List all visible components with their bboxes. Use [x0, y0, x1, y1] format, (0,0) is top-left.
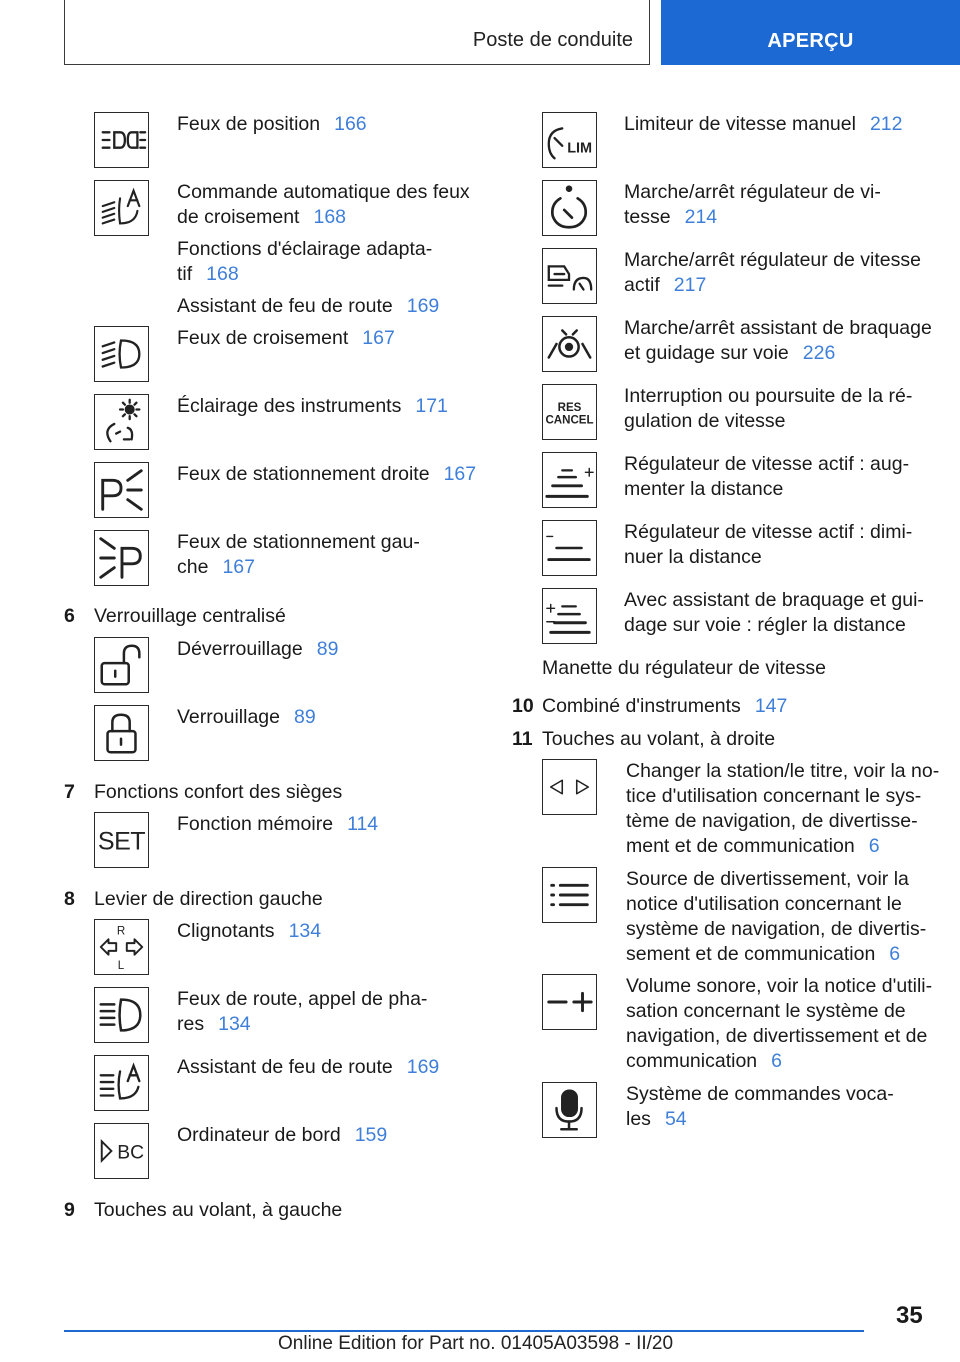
- item-label: menter la distance: [624, 478, 784, 500]
- item-label: che 167: [177, 556, 255, 578]
- page-link[interactable]: 166: [334, 113, 367, 135]
- parking-lights-icon: [94, 112, 149, 168]
- svg-text:LIM: LIM: [567, 140, 593, 157]
- item-label: gulation de vitesse: [624, 410, 786, 432]
- item-label: sement et de communication 6: [626, 943, 901, 965]
- section-title: Levier de direction gauche: [94, 888, 323, 910]
- distance-adjust-icon: [542, 588, 597, 644]
- item-label: Assistant de feu de route 169: [177, 1056, 440, 1078]
- speed-limiter-icon: [542, 112, 597, 168]
- page-link[interactable]: 169: [406, 1056, 440, 1078]
- item-label: Marche/arrêt assistant de braquage: [624, 317, 932, 339]
- item-label: Régulateur de vitesse actif : aug-: [624, 453, 910, 475]
- page-link[interactable]: 54: [664, 1108, 687, 1130]
- svg-text:RES: RES: [557, 402, 582, 415]
- svg-text:BC: BC: [117, 1142, 145, 1164]
- section-number: 10: [512, 695, 534, 717]
- section-number: 7: [64, 781, 75, 803]
- item-label: Feux de croisement 167: [177, 327, 395, 349]
- page-link[interactable]: 167: [443, 463, 477, 485]
- volume-icon: [542, 974, 597, 1030]
- section-title: Combiné d'instruments 147: [542, 695, 788, 717]
- auto-low-beam-icon: [94, 180, 149, 236]
- item-label: Fonction mémoire 114: [177, 813, 379, 835]
- item-label: Feux de position 166: [177, 113, 367, 135]
- item-label: notice d'utilisation concernant le: [626, 893, 902, 915]
- svg-text:SET: SET: [97, 827, 146, 856]
- chapter-tab[interactable]: [661, 0, 960, 65]
- parking-light-right-icon: [94, 462, 149, 518]
- item-label: Assistant de feu de route 169: [177, 295, 440, 317]
- page-link[interactable]: 6: [889, 943, 901, 965]
- active-cruise-icon: [542, 248, 597, 304]
- item-label: Marche/arrêt régulateur de vitesse: [624, 249, 921, 271]
- microphone-icon: [542, 1082, 597, 1138]
- section-number: 8: [64, 888, 75, 910]
- item-label: Clignotants 134: [177, 920, 322, 942]
- item-label: Déverrouillage 89: [177, 638, 339, 660]
- item-label: nuer la distance: [624, 546, 762, 568]
- steering-assist-icon: [542, 316, 597, 372]
- high-beam-assist-icon: [94, 1055, 149, 1111]
- section-title: Fonctions confort des sièges: [94, 781, 343, 803]
- item-label: Commande automatique des feux: [177, 181, 470, 203]
- set-icon: [94, 812, 149, 868]
- page-number: 35: [896, 1302, 923, 1329]
- item-label: communication 6: [626, 1050, 782, 1072]
- item-label: Avec assistant de braquage et gui-: [624, 589, 924, 611]
- item-label: Fonctions d'éclairage adapta-: [177, 238, 433, 260]
- footer-rule: [64, 1330, 864, 1332]
- page-link[interactable]: 134: [288, 920, 322, 942]
- item-label: tice d'utilisation concernant le sys-: [626, 785, 922, 807]
- section-title: Poste de conduite: [472, 29, 633, 51]
- item-label: Limiteur de vitesse manuel 212: [624, 113, 903, 135]
- section-number: 6: [64, 605, 75, 627]
- section-title: Touches au volant, à droite: [542, 728, 776, 750]
- footer-edition: Online Edition for Part no. 01405A03598 - II/20: [278, 1333, 674, 1354]
- page-link[interactable]: 226: [802, 342, 836, 364]
- svg-text:R: R: [116, 925, 126, 938]
- item-label: ment et de communication 6: [626, 835, 880, 857]
- page-link[interactable]: 168: [206, 263, 239, 285]
- item-label: de croisement 168: [177, 206, 347, 228]
- item-label: tif 168: [177, 263, 239, 285]
- page-link[interactable]: 89: [293, 706, 316, 728]
- page-link[interactable]: 147: [754, 695, 788, 717]
- list-icon: [542, 867, 597, 923]
- item-label: navigation, de divertissement et de: [626, 1025, 928, 1047]
- page-link[interactable]: 169: [406, 295, 440, 317]
- section-number: 9: [64, 1199, 75, 1221]
- item-label: dage sur voie : régler la distance: [624, 614, 906, 636]
- item-label: Ordinateur de bord 159: [177, 1124, 388, 1146]
- instrument-lighting-icon: [94, 394, 149, 450]
- item-label: sation concernant le système de: [626, 1000, 906, 1022]
- high-beam-icon: [94, 987, 149, 1043]
- page-link[interactable]: 212: [869, 113, 903, 135]
- item-label: les 54: [626, 1108, 687, 1130]
- page-link[interactable]: 167: [222, 556, 255, 578]
- item-label: tème de navigation, de divertisse-: [626, 810, 918, 832]
- page-link[interactable]: 159: [354, 1124, 388, 1146]
- page-link[interactable]: 89: [316, 638, 339, 660]
- onboard-computer-icon: [94, 1123, 149, 1179]
- low-beam-icon: [94, 326, 149, 382]
- section-title: Touches au volant, à gauche: [94, 1199, 343, 1221]
- distance-decrease-icon: [542, 520, 597, 576]
- svg-text:L: L: [117, 960, 125, 973]
- item-label: tesse 214: [624, 206, 718, 228]
- item-label: Marche/arrêt régulateur de vi-: [624, 181, 881, 203]
- item-label: et guidage sur voie 226: [624, 342, 836, 364]
- item-label: Régulateur de vitesse actif : dimi-: [624, 521, 913, 543]
- page-link[interactable]: 6: [868, 835, 880, 857]
- item-label: Système de commandes voca-: [626, 1083, 894, 1105]
- page-link[interactable]: 114: [347, 813, 379, 835]
- page-link[interactable]: 217: [673, 274, 707, 296]
- item-label: Éclairage des instruments 171: [177, 395, 448, 417]
- turn-signal-icon: [94, 919, 149, 975]
- item-label: Feux de route, appel de pha-: [177, 988, 428, 1010]
- item-label: Volume sonore, voir la notice d'utili-: [626, 975, 933, 997]
- item-label: res 134: [177, 1013, 251, 1035]
- item-label: Source de divertissement, voir la: [626, 868, 909, 890]
- item-label: Verrouillage 89: [177, 706, 316, 728]
- page-link[interactable]: 214: [684, 206, 718, 228]
- item-label: Feux de stationnement gau-: [177, 531, 420, 553]
- section-title: Verrouillage centralisé: [94, 605, 286, 627]
- note-text: Manette du régulateur de vitesse: [542, 657, 827, 679]
- item-label: Interruption ou poursuite de la ré-: [624, 385, 913, 407]
- res-cancel-icon: [542, 384, 597, 440]
- cruise-control-icon: [542, 180, 597, 236]
- page-link[interactable]: 171: [415, 395, 448, 417]
- section-number: 11: [512, 728, 533, 750]
- chapter-title: APERÇU: [767, 30, 854, 52]
- unlock-icon: [94, 637, 149, 693]
- page-link[interactable]: 6: [771, 1050, 782, 1072]
- item-label: actif 217: [624, 274, 707, 296]
- svg-text:CANCEL: CANCEL: [545, 414, 594, 427]
- item-label: Changer la station/le titre, voir la no-: [626, 760, 940, 782]
- page-link[interactable]: 134: [218, 1013, 251, 1035]
- header-section-box: [64, 0, 650, 65]
- page-link[interactable]: 167: [362, 327, 395, 349]
- parking-light-left-icon: [94, 530, 149, 586]
- distance-increase-icon: [542, 452, 597, 508]
- page-link[interactable]: 168: [313, 206, 347, 228]
- station-arrows-icon: [542, 759, 597, 815]
- item-label: système de navigation, de divertis-: [626, 918, 927, 940]
- item-label: Feux de stationnement droite 167: [177, 463, 477, 485]
- lock-icon: [94, 705, 149, 761]
